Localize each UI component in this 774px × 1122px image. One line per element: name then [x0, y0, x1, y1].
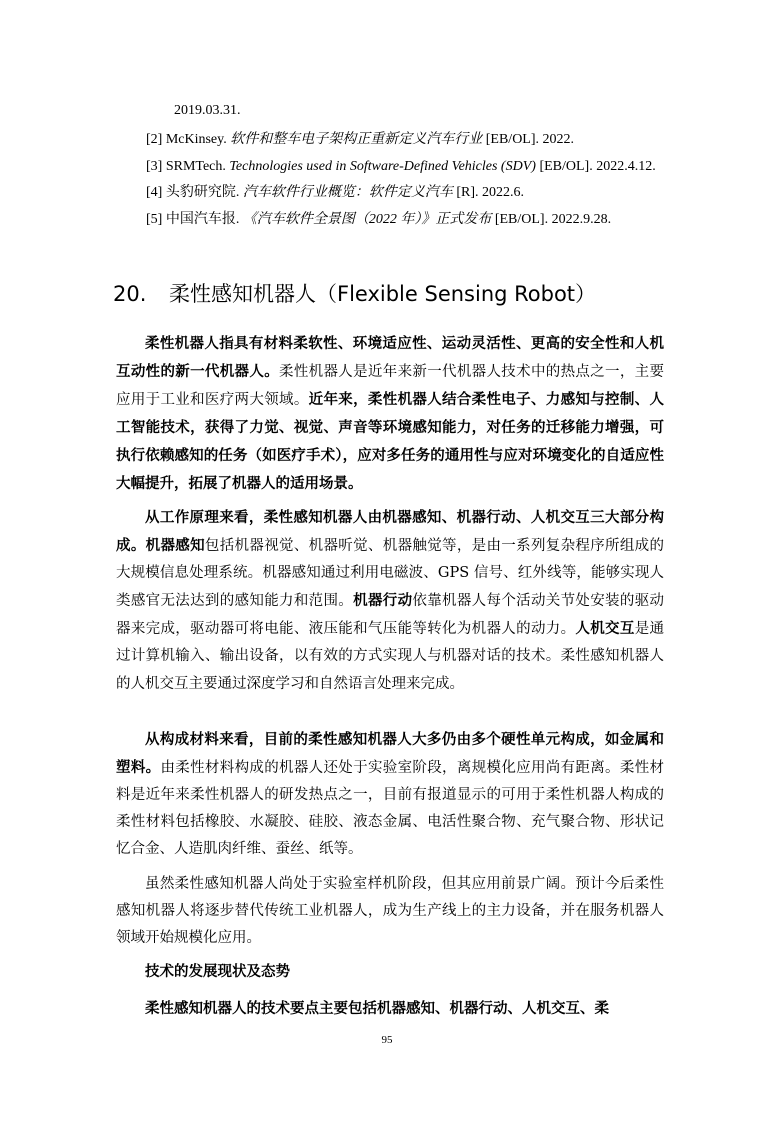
section-number: 20.: [113, 282, 147, 306]
paragraph-tech-points: 柔性感知机器人的技术要点主要包括机器感知、机器行动、人机交互、柔: [145, 1000, 609, 1017]
reference-2: [2] McKinsey. 软件和整车电子架构正重新定义汽车行业 [EB/OL]. 2022.: [146, 132, 575, 147]
reference-1-continuation: 2019.03.31.: [174, 103, 241, 118]
subheading: 技术的发展现状及态势: [145, 963, 290, 980]
section-heading: [113, 280, 596, 308]
paragraph-working-principle: 从工作原理来看，柔性感知机器人由机器感知、机器行动、人机交互三大部分构成。机器感知包括机器视觉、机器听觉、机器触觉等，是由一系列复杂程序所组成的大规模信息处理系统。机器感知通过利用电磁波、GPS 信号、红外线等，能够实现人类感官无法达到的感知能力和范围。机器行动依靠机器人每个活动关节处安装的驱动器来完成，驱动器可将电能、液压能和气压能等转化为机器人的动力。人机交互是通过计算机输入、输出设备，以有效的方式实现人与机器对话的技术。柔性感知机器人的人机交互主要通过深度学习和自然语言处理来完成。: [116, 509, 665, 692]
reference-4: [4] 头豹研究院. 汽车软件行业概览：软件定义汽车 [R]. 2022.6.: [146, 185, 524, 200]
reference-5: [5] 中国汽车报. 《汽车软件全景图（2022 年）》正式发布 [EB/OL]. 2022.9.28.: [146, 212, 612, 227]
paragraph-outlook: 虽然柔性感知机器人尚处于实验室样机阶段，但其应用前景广阔。预计今后柔性感知机器人将逐步替代传统工业机器人，成为生产线上的主力设备，并在服务机器人领域开始规模化应用。: [116, 876, 664, 947]
section-title: 柔性感知机器人（Flexible Sensing Robot）: [169, 282, 597, 306]
paragraph-materials: 从构成材料来看，目前的柔性感知机器人大多仍由多个硬性单元构成，如金属和塑料。由柔性材料构成的机器人还处于实验室阶段，离规模化应用尚有距离。柔性材料是近年来柔性机器人的研发热点之一，目前有报道显示的可用于柔性机器人构成的柔性材料包括橡胶、水凝胶、硅胶、液态金属、电活性聚合物、充气聚合物、形状记忆合金、人造肌肉纤维、蚕丝、纸等。: [116, 731, 665, 858]
paragraph-definition: 柔性机器人指具有材料柔软性、环境适应性、运动灵活性、更高的安全性和人机互动性的新一代机器人。柔性机器人是近年来新一代机器人技术中的热点之一，主要应用于工业和医疗两大领域。近年来，柔性机器人结合柔性电子、力感知与控制、人工智能技术，获得了力觉、视觉、声音等环境感知能力，对任务的迁移能力增强，可执行依赖感知的任务（如医疗手术），应对多任务的通用性与应对环境变化的自适应性大幅提升，拓展了机器人的适用场景。: [116, 335, 665, 493]
reference-3: [3] SRMTech. Technologies used in Software-Defined Vehicles (SDV) [EB/OL]. 2022.4.12.: [146, 159, 656, 174]
page-number: 95: [381, 1034, 393, 1046]
